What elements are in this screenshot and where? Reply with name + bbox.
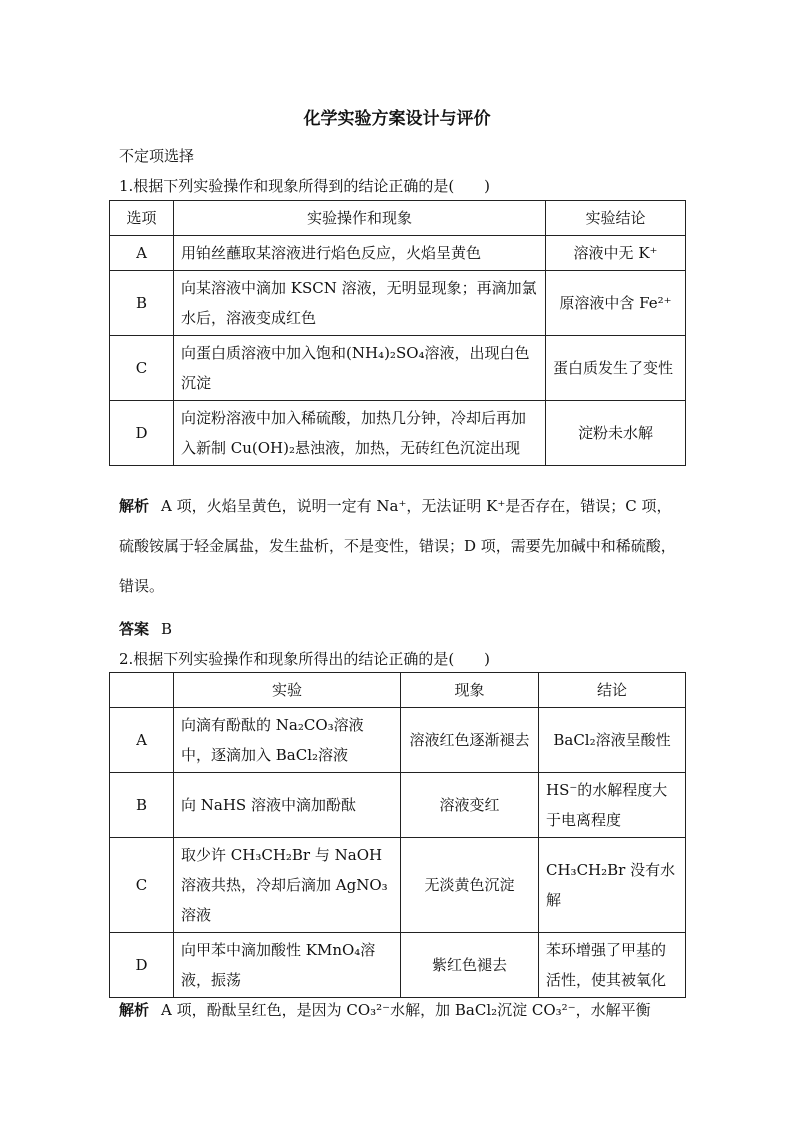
question-1-table	[109, 200, 686, 466]
row-phenomenon: 溶液变红	[401, 773, 539, 838]
table-row	[110, 271, 686, 336]
row-conclusion: 溶液中无 K⁺	[546, 236, 686, 271]
question-2-table	[109, 672, 686, 998]
section-heading: 不定项选择	[119, 147, 195, 165]
header-operation: 实验操作和现象	[174, 201, 546, 236]
table-row	[110, 773, 686, 838]
table-row	[110, 933, 686, 998]
question-1-stem: 1.根据下列实验操作和现象所得到的结论正确的是( )	[119, 177, 491, 195]
table-row	[110, 336, 686, 401]
row-option: D	[110, 933, 174, 998]
row-operation: 向蛋白质溶液中加入饱和(NH₄)₂SO₄溶液，出现白色沉淀	[174, 336, 546, 401]
question-2-stem: 2.根据下列实验操作和现象所得出的结论正确的是( )	[119, 650, 491, 668]
row-option: C	[110, 336, 174, 401]
row-conclusion: CH₃CH₂Br 没有水解	[539, 838, 686, 933]
table-row	[110, 401, 686, 466]
question-1-answer	[119, 618, 172, 639]
page-title: 化学实验方案设计与评价	[303, 109, 491, 129]
row-phenomenon: 溶液红色逐渐褪去	[401, 708, 539, 773]
question-1-analysis	[119, 486, 679, 606]
table-row	[110, 708, 686, 773]
analysis-label: 解析	[119, 497, 150, 515]
analysis-text: A 项，火焰呈黄色，说明一定有 Na⁺，无法证明 K⁺是否存在，错误；C 项，硫酸铵属于轻金属盐，发生盐析，不是变性，错误；D 项，需要先加碱中和稀硫酸，错误。	[119, 497, 676, 595]
row-experiment: 向滴有酚酞的 Na₂CO₃溶液中，逐滴加入 BaCl₂溶液	[174, 708, 401, 773]
row-option: B	[110, 271, 174, 336]
analysis-label: 解析	[119, 1001, 150, 1019]
answer-label: 答案	[119, 620, 150, 638]
header-phenomenon: 现象	[401, 673, 539, 708]
table-header-row	[110, 201, 686, 236]
question-2-analysis	[119, 990, 679, 1030]
row-operation: 用铂丝蘸取某溶液进行焰色反应，火焰呈黄色	[174, 236, 546, 271]
answer-value: B	[161, 620, 173, 638]
row-phenomenon: 无淡黄色沉淀	[401, 838, 539, 933]
row-conclusion: 苯环增强了甲基的活性，使其被氧化	[539, 933, 686, 998]
header-experiment: 实验	[174, 673, 401, 708]
row-phenomenon: 紫红色褪去	[401, 933, 539, 998]
row-conclusion: 原溶液中含 Fe²⁺	[546, 271, 686, 336]
row-conclusion: BaCl₂溶液呈酸性	[539, 708, 686, 773]
table-header-row	[110, 673, 686, 708]
header-option: 选项	[110, 201, 174, 236]
row-operation: 向淀粉溶液中加入稀硫酸，加热几分钟，冷却后再加入新制 Cu(OH)₂悬浊液，加热，无砖红色沉淀出现	[174, 401, 546, 466]
row-operation: 向某溶液中滴加 KSCN 溶液，无明显现象；再滴加氯水后，溶液变成红色	[174, 271, 546, 336]
table-row	[110, 838, 686, 933]
header-conclusion: 实验结论	[546, 201, 686, 236]
row-option: C	[110, 838, 174, 933]
row-experiment: 向 NaHS 溶液中滴加酚酞	[174, 773, 401, 838]
row-conclusion: 蛋白质发生了变性	[546, 336, 686, 401]
row-option: A	[110, 236, 174, 271]
row-option: D	[110, 401, 174, 466]
row-experiment: 取少许 CH₃CH₂Br 与 NaOH 溶液共热，冷却后滴加 AgNO₃溶液	[174, 838, 401, 933]
header-conclusion: 结论	[539, 673, 686, 708]
row-conclusion: HS⁻的水解程度大于电离程度	[539, 773, 686, 838]
row-experiment: 向甲苯中滴加酸性 KMnO₄溶液，振荡	[174, 933, 401, 998]
header-option	[110, 673, 174, 708]
row-option: A	[110, 708, 174, 773]
row-conclusion: 淀粉未水解	[546, 401, 686, 466]
analysis-text: A 项，酚酞呈红色，是因为 CO₃²⁻水解，加 BaCl₂沉淀 CO₃²⁻，水解平衡	[161, 1001, 651, 1019]
row-option: B	[110, 773, 174, 838]
table-row	[110, 236, 686, 271]
